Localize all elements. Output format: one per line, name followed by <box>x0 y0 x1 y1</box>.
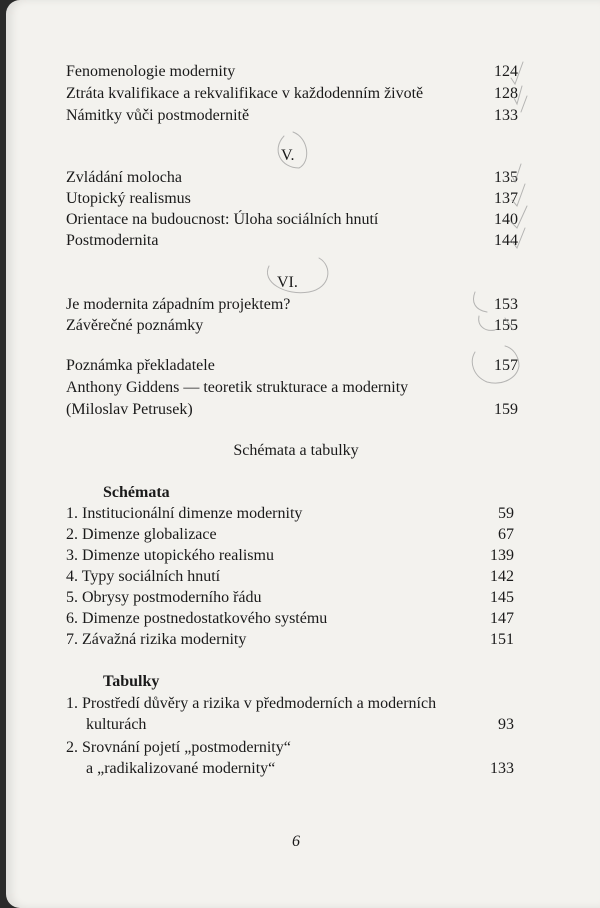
table-title-line1: 1. Prostředí důvěry a rizika v předmoderních a moderních <box>66 695 437 712</box>
toc-entry-page: 128 <box>494 85 518 102</box>
toc-entry-title: Postmodernita <box>66 232 159 249</box>
toc-entry-title: Utopický realismus <box>66 190 191 207</box>
table-page: 133 <box>490 760 514 777</box>
schema-page: 147 <box>490 610 514 627</box>
toc-entry-page: 137 <box>494 190 518 207</box>
schema-page: 67 <box>498 526 514 543</box>
page-number: 6 <box>292 833 300 850</box>
schema-page: 151 <box>490 631 514 648</box>
schema-page: 139 <box>490 547 514 564</box>
schema-title: 5. Obrysy postmoderního řádu <box>66 589 262 606</box>
table-title-line1: 2. Srovnání pojetí „postmodernity“ <box>66 739 291 756</box>
toc-entry-page: 159 <box>494 401 518 418</box>
schema-title: 6. Dimenze postnedostatkového systému <box>66 610 328 627</box>
toc-entry-title: Námitky vůči postmodernitě <box>66 107 250 124</box>
schema-page: 145 <box>490 589 514 606</box>
toc-entry-title: Závěrečné poznámky <box>66 317 204 334</box>
toc-entry-page: 135 <box>494 169 518 186</box>
toc-entry-title: Poznámka překladatele <box>66 357 215 374</box>
toc-entry-page: 124 <box>494 63 518 80</box>
chapter-heading-v: V. <box>281 147 295 164</box>
toc-entry-page: 133 <box>494 107 518 124</box>
toc-entry-page: 155 <box>494 317 518 334</box>
lists-title: Schémata a tabulky <box>233 442 359 459</box>
schema-title: 3. Dimenze utopického realismu <box>66 547 274 564</box>
toc-entry-title: Fenomenologie modernity <box>66 63 236 80</box>
schemata-heading: Schémata <box>103 484 170 501</box>
tabulky-heading: Tabulky <box>103 673 160 690</box>
schema-title: 4. Typy sociálních hnutí <box>66 568 221 585</box>
book-page <box>6 0 600 908</box>
toc-entry-page: 140 <box>494 211 518 228</box>
toc-entry-page: 144 <box>494 232 518 249</box>
toc-entry-title: Anthony Giddens — teoretik strukturace a modernity <box>66 379 409 396</box>
toc-entry-title: (Miloslav Petrusek) <box>66 401 193 418</box>
schema-title: 1. Institucionální dimenze modernity <box>66 505 303 522</box>
toc-entry-page: 153 <box>494 296 518 313</box>
table-page: 93 <box>498 716 514 733</box>
table-title-line2: kulturách <box>86 716 147 733</box>
schema-title: 2. Dimenze globalizace <box>66 526 217 543</box>
table-title-line2: a „radikalizované modernity“ <box>86 760 276 777</box>
toc-entry-page: 157 <box>494 357 518 374</box>
chapter-heading-vi: VI. <box>277 274 298 291</box>
toc-entry-title: Ztráta kvalifikace a rekvalifikace v každodenním životě <box>66 85 424 102</box>
toc-entry-title: Zvládání molocha <box>66 169 182 186</box>
schema-page: 142 <box>490 568 514 585</box>
schema-page: 59 <box>498 505 514 522</box>
toc-entry-title: Je modernita západním projektem? <box>66 296 291 313</box>
schema-title: 7. Závažná rizika modernity <box>66 631 247 648</box>
toc-entry-title: Orientace na budoucnost: Úloha sociálních hnutí <box>66 211 379 228</box>
